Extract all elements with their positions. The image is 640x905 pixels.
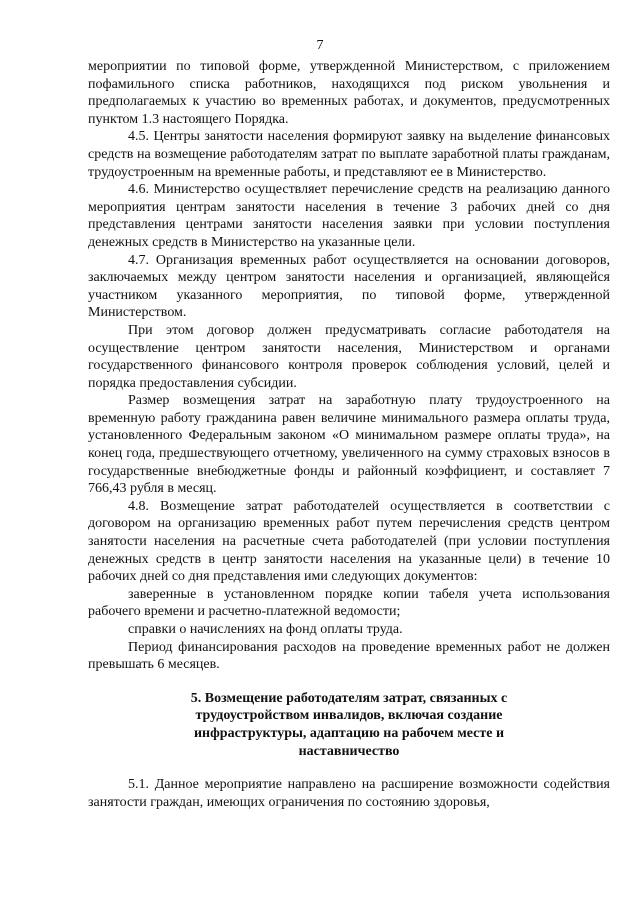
section-heading-line: 5. Возмещение работодателям затрат, связанных с xyxy=(190,690,508,706)
paragraph: 4.8. Возмещение затрат работодателей осуществляется в соответствии с договором на организацию временных работ путем перечисления средств центром занятости населения на расчетные счета работодателей (при условии поступления денежных средств в центр занятости населения на указанные цели) в течение 10 рабочих дней со дня представления ими следующих документов: xyxy=(88,498,610,585)
paragraph: мероприятии по типовой форме, утвержденной Министерством, с приложением пофамильного списка работников, находящихся под риском увольнения и предполагаемых к участию во временных работах, и документов, предусмотренных пунктом 1.3 настоящего Порядка. xyxy=(88,59,610,127)
paragraph: 5.1. Данное мероприятие направлено на расширение возможности содействия занятости граждан, имеющих ограничения по состоянию здоровья, xyxy=(88,777,610,810)
paragraph: справки о начислениях на фонд оплаты труда. xyxy=(128,622,403,637)
paragraph: заверенные в установленном порядке копии табеля учета использования рабочего времени и расчетно-платежной ведомости; xyxy=(88,586,610,620)
section-heading-line: наставничество xyxy=(298,743,400,759)
paragraph: При этом договор должен предусматривать согласие работодателя на осуществление центром занятости населения, Министерством и органами государственного финансового контроля проверок соблюдения условий, целей и порядка предоставления субсидии. xyxy=(88,322,610,391)
section-heading-line: трудоустройством инвалидов, включая создание xyxy=(195,708,503,724)
paragraph: 4.6. Министерство осуществляет перечисление средств на реализацию данного мероприятия центрам занятости населения в течение 3 рабочих дней со дня представления центрами занятости населения заявки при условии поступления денежных средств в Министерство на указанные цели. xyxy=(88,182,610,250)
paragraph: Период финансирования расходов на проведение временных работ не должен превышать 6 месяцев. xyxy=(88,639,610,673)
paragraph: Размер возмещения затрат на заработную плату трудоустроенного на временную работу гражданина равен величине минимального размера оплаты труда, установленного Федеральным законом «О минимальном размере оплаты труда», на конец года, предшествующего отчетному, увеличенного на сумму страховых взносов в государственные внебюджетные фонды и районный коэффициент, и составляет 7 766,43 рубля в месяц. xyxy=(88,393,610,497)
page-number: 7 xyxy=(316,38,324,53)
document-body xyxy=(88,58,610,811)
section-heading xyxy=(88,690,610,760)
paragraph-group xyxy=(88,58,610,674)
paragraph: 4.7. Организация временных работ осуществляется на основании договоров, заключаемых между центром занятости населения и организацией, являющейся участником указанного мероприятия, по типовой форме, утвержденной Министерством. xyxy=(88,252,610,321)
paragraph: 4.5. Центры занятости населения формируют заявку на выделение финансовых средств на возмещение работодателям затрат по выплате заработной платы гражданам, трудоустроенным на временные работы, и представляют ее в Министерство. xyxy=(88,129,610,180)
section-heading-line: инфраструктуры, адаптацию на рабочем месте и xyxy=(193,725,505,741)
